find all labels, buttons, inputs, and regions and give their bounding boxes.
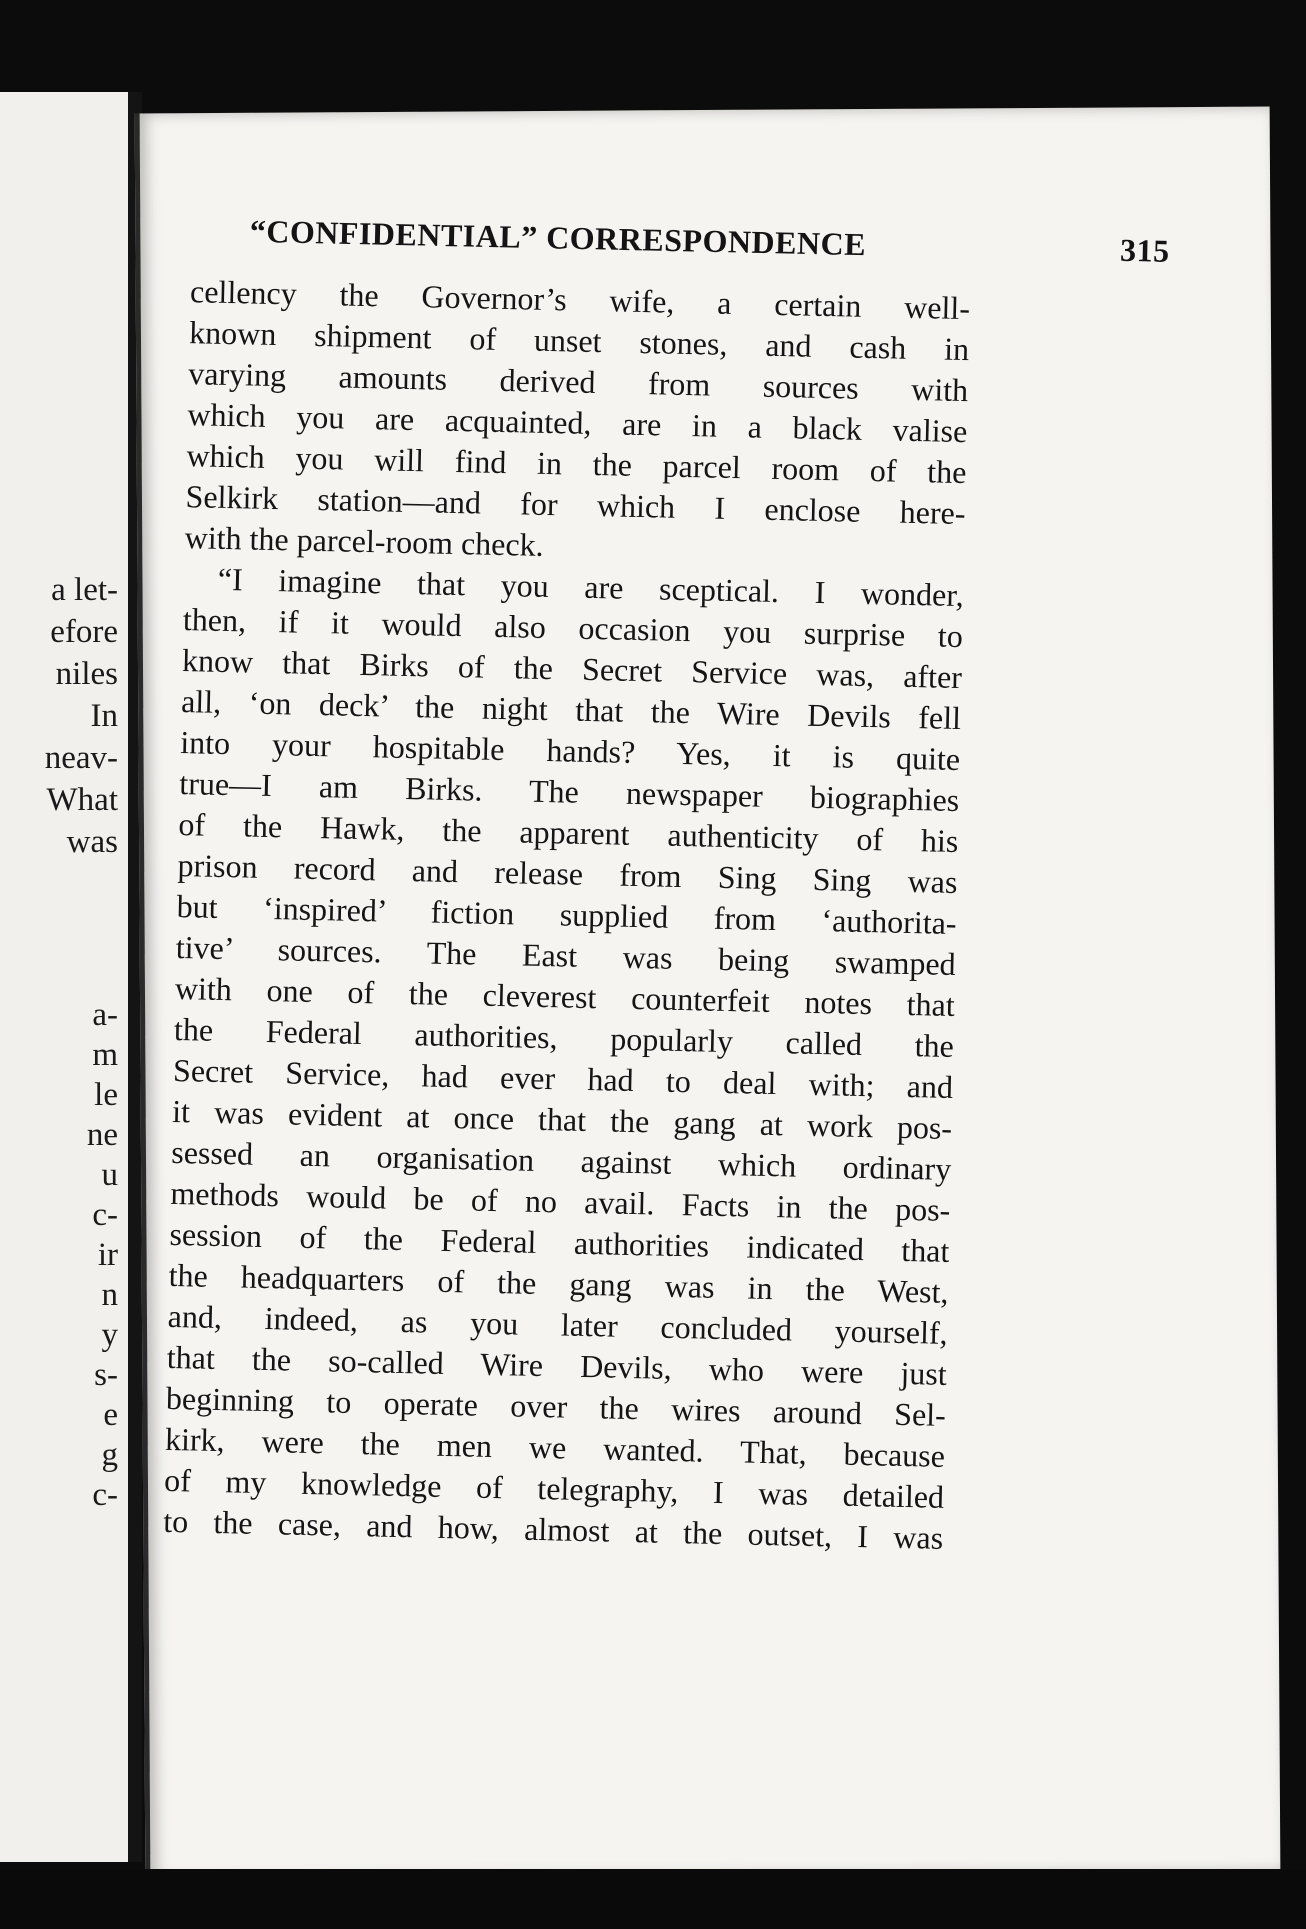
text-line: with the parcel-room check. bbox=[184, 519, 545, 563]
facing-page-line: was bbox=[66, 824, 118, 860]
text-line: sessed an organisation against which ordinary bbox=[170, 1133, 952, 1187]
text-line: with one of the cleverest counterfeit notes that bbox=[174, 969, 956, 1023]
facing-page-line: a- bbox=[92, 997, 118, 1033]
text-line: it was evident at once that the gang at work pos- bbox=[171, 1092, 953, 1146]
text-line: known shipment of unset stones, and cash in bbox=[188, 314, 970, 368]
text-line: session of the Federal authorities indicated that bbox=[169, 1215, 950, 1269]
running-head bbox=[249, 213, 1170, 270]
facing-page-line: What bbox=[46, 782, 118, 818]
facing-page-line: a let- bbox=[51, 572, 118, 608]
text-line: which you are acquainted, are in a black valise bbox=[187, 396, 968, 450]
text-line: and, indeed, as you later concluded yourself, bbox=[167, 1297, 948, 1351]
page-number: 315 bbox=[1119, 231, 1171, 269]
text-line: that the so-called Wire Devils, who were just bbox=[166, 1338, 948, 1392]
text-line: Selkirk station—and for which I enclose here- bbox=[185, 478, 966, 532]
facing-page-line: ne bbox=[86, 1117, 118, 1153]
text-line: the headquarters of the gang was in the West, bbox=[168, 1256, 949, 1310]
facing-page-line: m bbox=[92, 1037, 118, 1073]
text-line: which you will find in the parcel room of the bbox=[186, 437, 967, 491]
facing-page-line: ir bbox=[97, 1237, 118, 1273]
facing-page-line: In bbox=[90, 698, 118, 734]
facing-page-line: n bbox=[101, 1277, 118, 1313]
text-line: beginning to operate over the wires around Sel- bbox=[165, 1379, 947, 1433]
facing-page-line: efore bbox=[50, 614, 118, 650]
text-line: methods would be of no avail. Facts in the pos- bbox=[170, 1174, 951, 1228]
text-line: cellency the Governor’s wife, a certain well- bbox=[189, 273, 971, 327]
facing-page-line: e bbox=[103, 1397, 118, 1433]
text-line: “I imagine that you are sceptical. I wonder, bbox=[217, 560, 965, 614]
facing-page-line: c- bbox=[92, 1197, 118, 1233]
facing-page bbox=[0, 92, 142, 1862]
text-line: then, if it would also occasion you surprise to bbox=[182, 601, 964, 655]
text-line: know that Birks of the Secret Service was, after bbox=[181, 642, 963, 696]
facing-page-line: le bbox=[94, 1077, 118, 1113]
text-line: kirk, were the men we wanted. That, because bbox=[164, 1420, 946, 1474]
text-line: of the Hawk, the apparent authenticity of his bbox=[178, 806, 959, 860]
scan-bottom-edge bbox=[0, 1869, 1306, 1929]
text-line: of my knowledge of telegraphy, I was detailed bbox=[163, 1461, 945, 1515]
text-line: true—I am Birks. The newspaper biographies bbox=[179, 765, 960, 819]
facing-page-line: u bbox=[101, 1157, 118, 1193]
facing-page-line: s- bbox=[94, 1357, 118, 1393]
text-line: prison record and release from Sing Sing was bbox=[177, 847, 958, 901]
text-line: into your hospitable hands? Yes, it is quite bbox=[179, 724, 961, 778]
text-line: the Federal authorities, popularly called the bbox=[173, 1010, 955, 1064]
text-line: Secret Service, had ever had to deal with; and bbox=[172, 1051, 954, 1105]
facing-page-line: c- bbox=[92, 1477, 118, 1513]
text-line: all, ‘on deck’ the night that the Wire Devils fell bbox=[180, 683, 962, 737]
text-line: varying amounts derived from sources with bbox=[187, 355, 969, 409]
facing-page-line: y bbox=[101, 1317, 118, 1353]
body-text bbox=[163, 271, 971, 1559]
facing-page-line: g bbox=[101, 1437, 118, 1473]
text-line: to the case, and how, almost at the outset, I was bbox=[162, 1502, 944, 1556]
facing-page-line: neav- bbox=[44, 740, 118, 776]
book-page bbox=[135, 107, 1281, 1879]
chapter-title: “CONFIDENTIAL” CORRESPONDENCE bbox=[249, 212, 867, 263]
text-line: but ‘inspired’ fiction supplied from ‘authorita- bbox=[176, 887, 957, 942]
text-line: tive’ sources. The East was being swamped bbox=[175, 928, 957, 982]
facing-page-line: niles bbox=[55, 656, 118, 692]
